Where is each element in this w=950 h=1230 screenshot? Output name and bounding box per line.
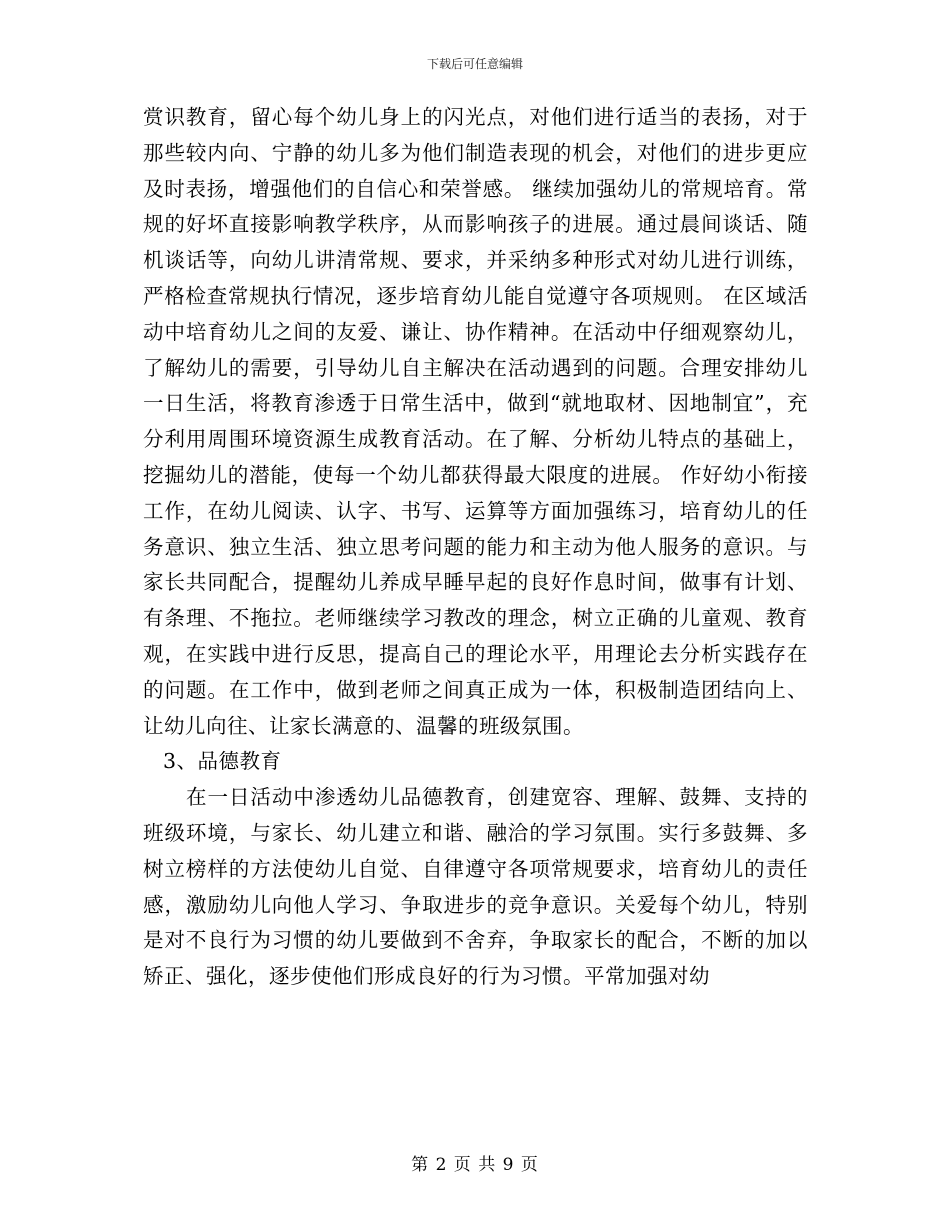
- body-paragraph: 在一日活动中渗透幼儿品德教育，创建宽容、理解、鼓舞、支持的班级环境，与家长、幼儿建立和谐、融洽的学习氛围。实行多鼓舞、多树立榜样的方法使幼儿自觉、自律遵守各项常规要求，培育幼儿的责任感，激励幼儿向他人学习、争取进步的竞争意识。关爱每个幼儿，特别是对不良行为习惯的幼儿要做到不舍弃，争取家长的配合，不断的加以矫正、强化，逐步使他们形成良好的行为习惯。平常加强对幼: [143, 785, 808, 989]
- body-paragraph: 赏识教育，留心每个幼儿身上的闪光点，对他们进行适当的表扬，对于那些较内向、宁静的幼儿多为他们制造表现的机会，对他们的进步更应及时表扬，增强他们的自信心和荣誉感。 继续加强幼儿的常规培育。常规的好坏直接影响教学秩序，从而影响孩子的进展。通过晨间谈话、随机谈话等，向幼儿讲清常规、要求，并采纳多种形式对幼儿进行训练，严格检查常规执行情况，逐步培育幼儿能自觉遵守各项规则。 在区域活动中培育幼儿之间的友爱、谦让、协作精神。在活动中仔细观察幼儿，了解幼儿的需要，引导幼儿自主解决在活动遇到的问题。合理安排幼儿一日生活，将教育渗透于日常生活中，做到“就地取材、因地制宜”，充分利用周围环境资源生成教育活动。在了解、分析幼儿特点的基础上，挖掘幼儿的潜能，使每一个幼儿都获得最大限度的进展。 作好幼小衔接工作，在幼儿阅读、认字、书写、运算等方面加强练习，培育幼儿的任务意识、独立生活、独立思考问题的能力和主动为他人服务的意识。与家长共同配合，提醒幼儿养成早睡早起的良好作息时间，做事有计划、有条理、不拖拉。老师继续学习教改的理念，树立正确的儿童观、教育观，在实践中进行反思，提高自己的理论水平，用理论去分析实践存在的问题。在工作中，做到老师之间真正成为一体，积极制造团结向上、让幼儿向往、让家长满意的、温馨的班级氛围。: [143, 105, 808, 738]
- section-heading: 3、品德教育: [163, 749, 282, 774]
- page-number: 第 2 页 共 9 页: [411, 1155, 539, 1175]
- document-body: [143, 100, 808, 995]
- page-header: 下载后可任意编辑: [426, 57, 523, 71]
